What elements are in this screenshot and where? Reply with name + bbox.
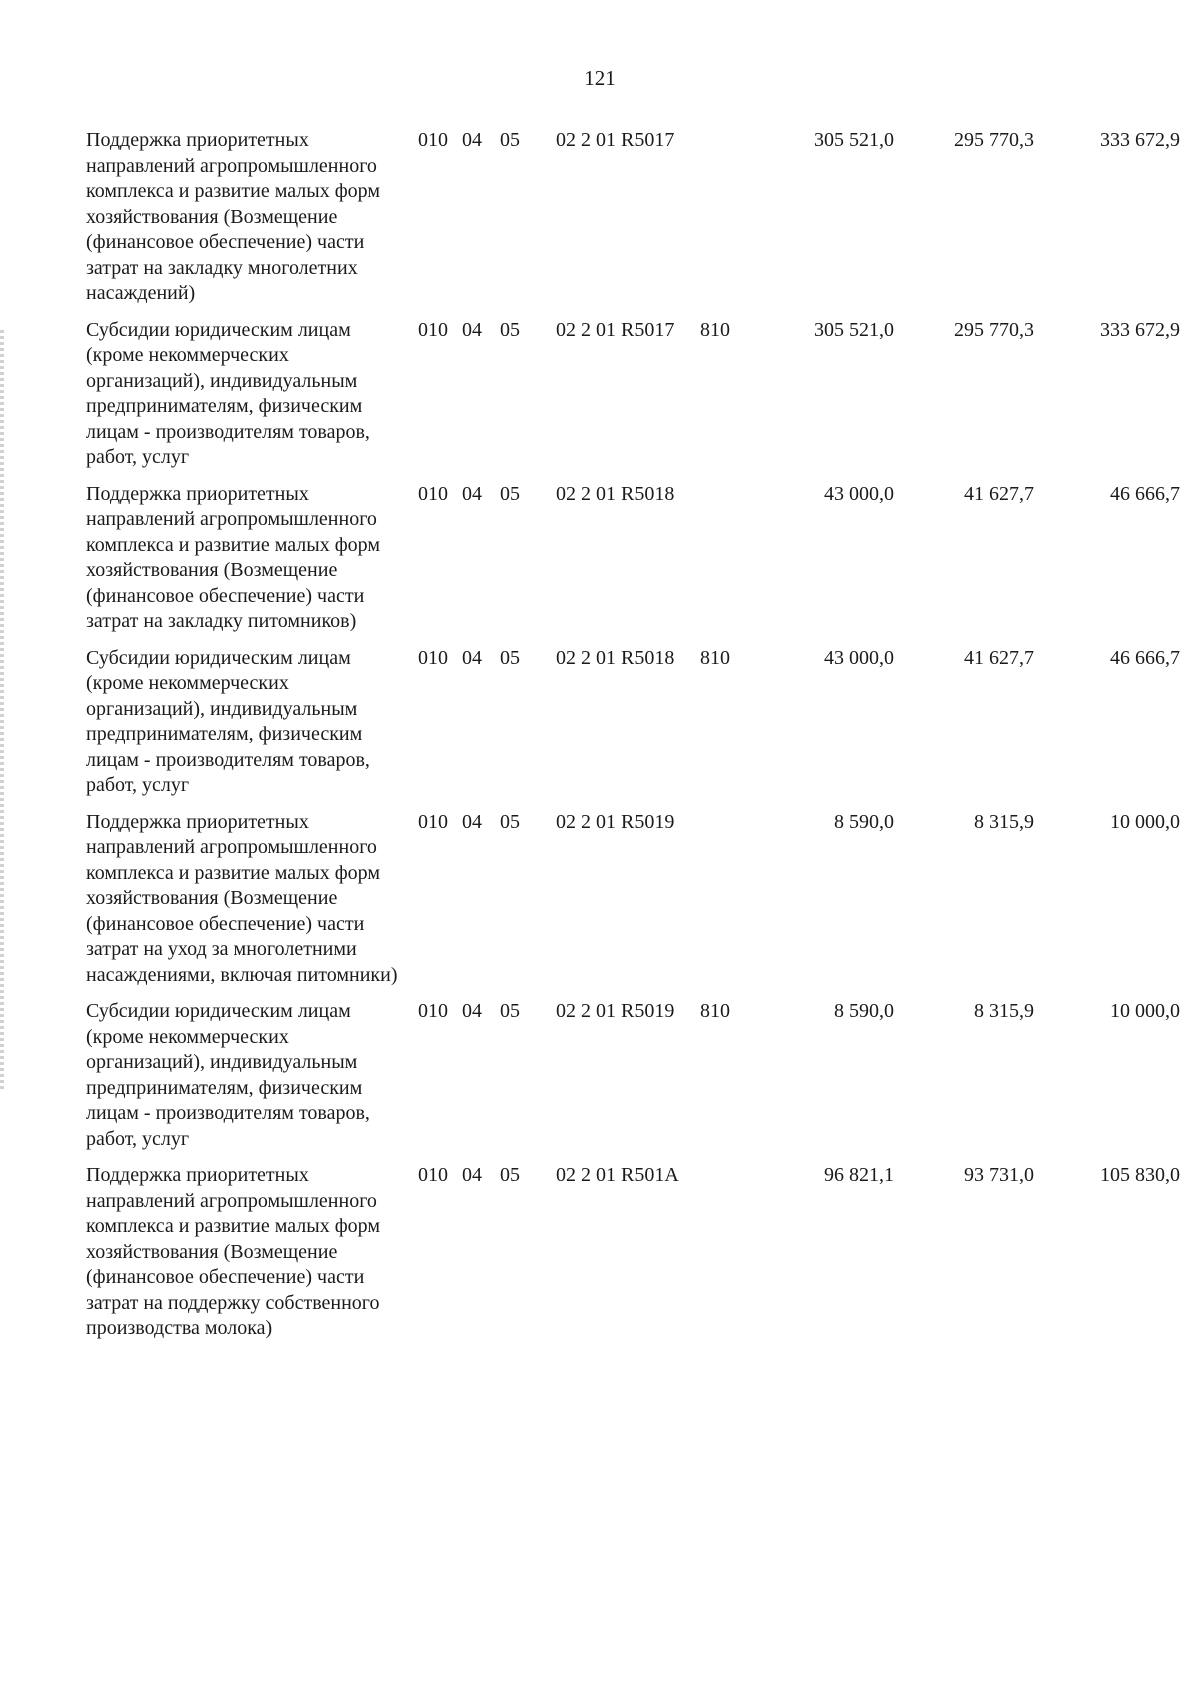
table-row: [86, 318, 1180, 482]
row-expense-type: [694, 810, 754, 1000]
row-section-code: 04: [462, 810, 482, 833]
row-section-code: 04: [462, 1164, 482, 1186]
row-amount-year3: 46 666,7: [1110, 646, 1180, 669]
row-subsection-code: 05: [500, 1000, 520, 1022]
table-row: [86, 810, 1180, 1000]
row-amount-year3: 10 000,0: [1110, 810, 1180, 833]
row-section-code: 04: [462, 482, 482, 505]
row-admin-code: 010: [418, 318, 448, 341]
row-amount-year2: 41 627,7: [964, 482, 1034, 505]
row-amount-year1: 8 590,0: [834, 1000, 894, 1022]
table-row: [86, 999, 1180, 1163]
row-amount-year2: 295 770,3: [954, 129, 1034, 151]
row-amount-year2: 8 315,9: [974, 810, 1034, 833]
row-admin-code: 010: [418, 810, 448, 833]
row-name: Субсидии юридическим лицам (кроме некоммерческих организаций), индивидуальным предпринимателям, физическим лицам - производителям товаров, работ, услуг: [86, 1000, 370, 1150]
row-expense-type: [694, 1163, 754, 1353]
row-amount-year1: 305 521,0: [814, 318, 894, 341]
row-target-article: 02 2 01 R5019: [556, 810, 675, 833]
row-section-code: 04: [462, 646, 482, 669]
row-subsection-code: 05: [500, 646, 520, 669]
row-expense-type: 810: [700, 646, 730, 669]
scan-edge-artifact: [0, 330, 4, 1090]
row-amount-year3: 10 000,0: [1110, 1000, 1180, 1022]
row-name: Поддержка приоритетных направлений агропромышленного комплекса и развитие малых форм хозяйствования (Возмещение (финансовое обеспечение) части затрат на уход за многолетними насаждениями, включая питомники): [86, 810, 398, 986]
table-row: [86, 128, 1180, 318]
row-amount-year3: 333 672,9: [1100, 129, 1180, 151]
page-number: 121: [584, 66, 616, 90]
row-amount-year3: 105 830,0: [1100, 1164, 1180, 1186]
row-name: Поддержка приоритетных направлений агропромышленного комплекса и развитие малых форм хозяйствования (Возмещение (финансовое обеспечение) части затрат на закладку многолетних насаждений): [86, 129, 381, 304]
table-row: [86, 482, 1180, 646]
row-expense-type: 810: [700, 1000, 730, 1022]
budget-table: [86, 128, 1180, 1353]
row-subsection-code: 05: [500, 482, 520, 505]
row-amount-year2: 295 770,3: [954, 318, 1034, 341]
row-amount-year3: 46 666,7: [1110, 482, 1180, 505]
row-expense-type: [694, 128, 754, 318]
row-amount-year1: 305 521,0: [814, 129, 894, 151]
row-target-article: 02 2 01 R5018: [556, 482, 675, 505]
row-subsection-code: 05: [500, 318, 520, 341]
row-admin-code: 010: [418, 1000, 448, 1022]
row-amount-year1: 43 000,0: [824, 482, 894, 505]
row-name: Поддержка приоритетных направлений агропромышленного комплекса и развитие малых форм хозяйствования (Возмещение (финансовое обеспечение) части затрат на поддержку собственного производства молока): [86, 1164, 381, 1339]
row-expense-type: [694, 482, 754, 646]
row-admin-code: 010: [418, 482, 448, 505]
table-row: [86, 1163, 1180, 1353]
row-admin-code: 010: [418, 1164, 448, 1186]
row-name: Субсидии юридическим лицам (кроме некоммерческих организаций), индивидуальным предпринимателям, физическим лицам - производителям товаров, работ, услуг: [86, 646, 370, 796]
row-amount-year2: 93 731,0: [964, 1164, 1034, 1186]
row-section-code: 04: [462, 129, 482, 151]
row-subsection-code: 05: [500, 810, 520, 833]
row-amount-year1: 8 590,0: [834, 810, 894, 833]
row-name: Субсидии юридическим лицам (кроме некоммерческих организаций), индивидуальным предпринимателям, физическим лицам - производителям товаров, работ, услуг: [86, 318, 370, 468]
row-admin-code: 010: [418, 646, 448, 669]
table-row: [86, 646, 1180, 810]
row-target-article: 02 2 01 R5019: [556, 1000, 675, 1022]
row-expense-type: 810: [700, 318, 730, 341]
row-amount-year1: 43 000,0: [824, 646, 894, 669]
row-name: Поддержка приоритетных направлений агропромышленного комплекса и развитие малых форм хозяйствования (Возмещение (финансовое обеспечение) части затрат на закладку питомников): [86, 482, 381, 632]
row-target-article: 02 2 01 R5018: [556, 646, 675, 669]
row-target-article: 02 2 01 R501A: [556, 1164, 679, 1186]
row-amount-year3: 333 672,9: [1100, 318, 1180, 341]
row-section-code: 04: [462, 1000, 482, 1022]
row-admin-code: 010: [418, 129, 448, 151]
row-target-article: 02 2 01 R5017: [556, 129, 675, 151]
row-subsection-code: 05: [500, 129, 520, 151]
row-amount-year1: 96 821,1: [824, 1164, 894, 1186]
row-amount-year2: 41 627,7: [964, 646, 1034, 669]
row-section-code: 04: [462, 318, 482, 341]
row-target-article: 02 2 01 R5017: [556, 318, 675, 341]
row-subsection-code: 05: [500, 1164, 520, 1186]
row-amount-year2: 8 315,9: [974, 1000, 1034, 1022]
